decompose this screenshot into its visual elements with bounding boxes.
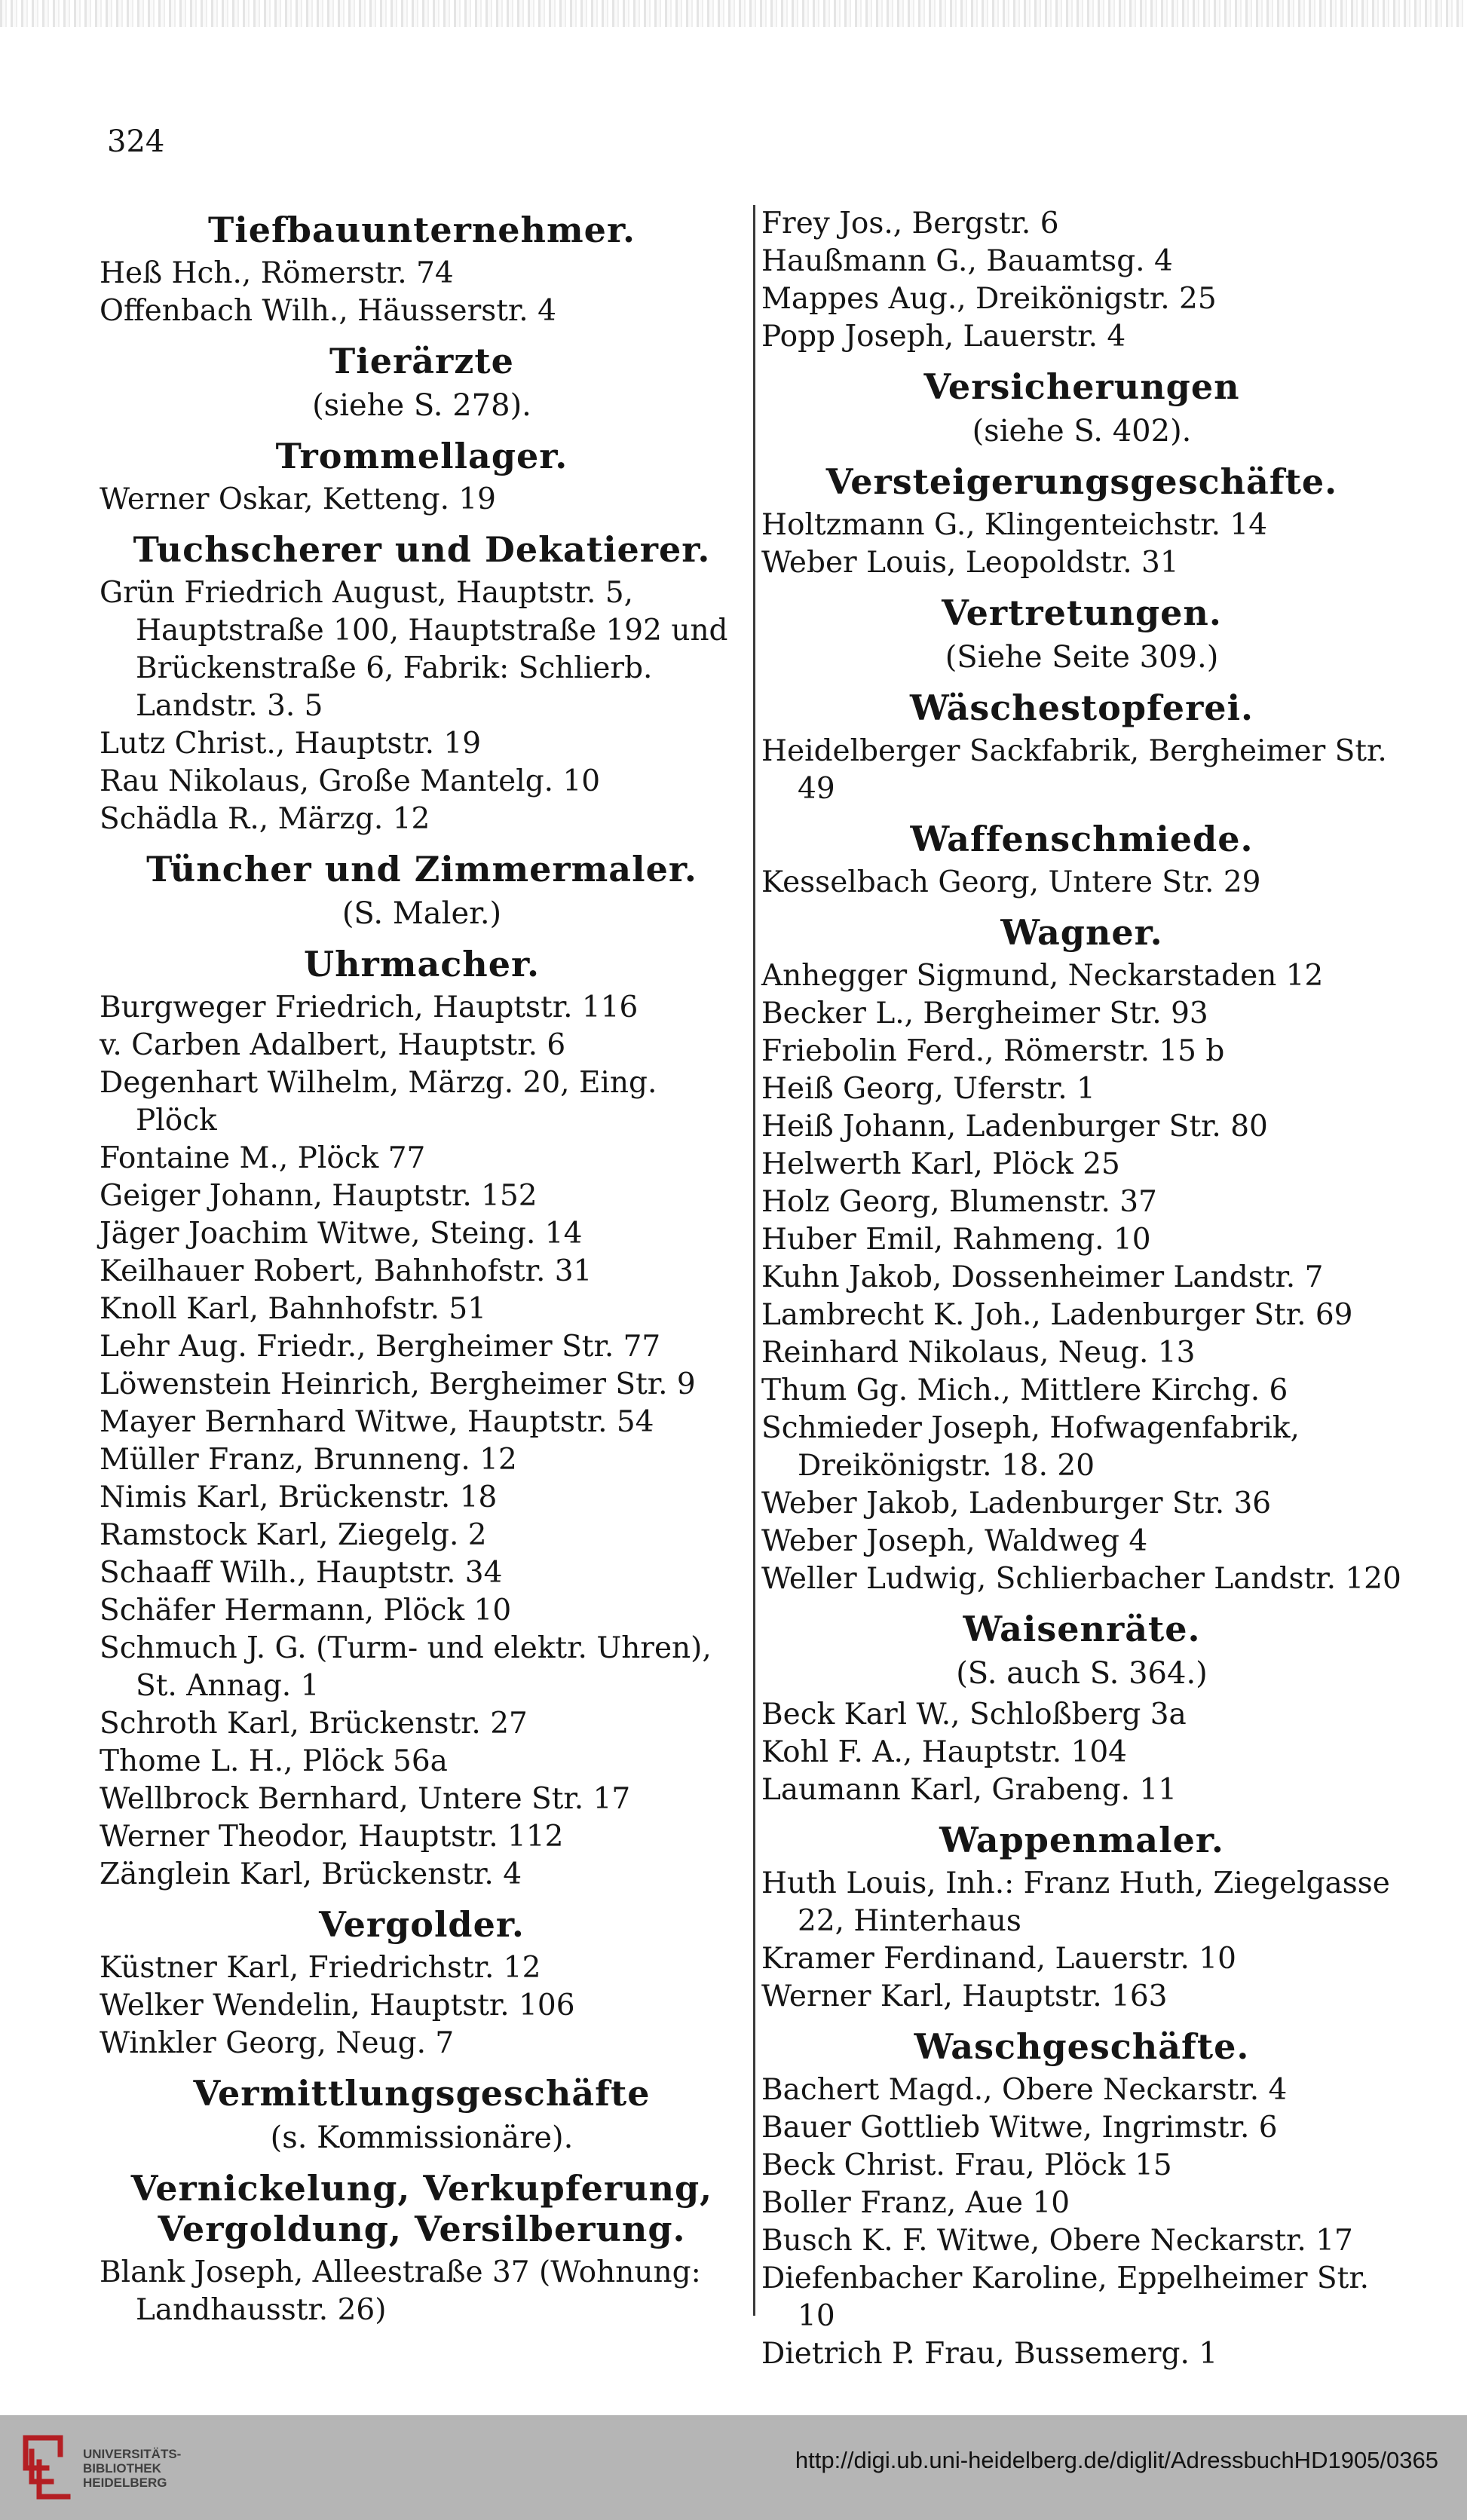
directory-entry: Huber Emil, Rahmeng. 10 <box>761 1223 1151 1257</box>
directory-entry: Zänglein Karl, Brückenstr. 4 <box>100 1857 522 1891</box>
directory-entry: Anhegger Sigmund, Neckarstaden 12 <box>761 959 1324 993</box>
directory-entry: Diefenbacher Karoline, Eppelheimer Str. 10 <box>761 2261 1370 2333</box>
section-heading: Vergolder. <box>319 1904 525 1945</box>
directory-entry: Kramer Ferdinand, Lauerstr. 10 <box>761 1942 1236 1976</box>
directory-entry: Bachert Magd., Obere Neckarstr. 4 <box>761 2073 1288 2107</box>
section-note: (siehe S. 278). <box>312 388 531 423</box>
directory-entry: Schäfer Hermann, Plöck 10 <box>100 1594 512 1627</box>
directory-section <box>100 436 744 519</box>
directory-section <box>761 1609 1402 1809</box>
section-heading: Tuchscherer und Dekatierer. <box>133 529 711 570</box>
directory-entry: Holtzmann G., Klingenteichstr. 14 <box>761 508 1268 542</box>
page-number: 324 <box>107 124 165 159</box>
directory-section <box>100 529 744 838</box>
section-note: (s. Kommissionäre). <box>270 2120 574 2155</box>
directory-entry: Holz Georg, Blumenstr. 37 <box>761 1185 1157 1219</box>
footer-bar <box>0 2415 1467 2520</box>
section-heading: Waschgeschäfte. <box>914 2026 1250 2067</box>
directory-entry: Degenhart Wilhelm, Märzg. 20, Eing. Plöck <box>100 1066 657 1138</box>
directory-entry: Keilhauer Robert, Bahnhofstr. 31 <box>100 1254 593 1288</box>
directory-entry: Blank Joseph, Alleestraße 37 (Wohnung: Landhausstr. 26) <box>100 2255 701 2327</box>
directory-entry: Lambrecht K. Joh., Ladenburger Str. 69 <box>761 1298 1353 1332</box>
directory-section <box>100 341 744 425</box>
directory-entry: Winkler Georg, Neug. 7 <box>100 2026 455 2060</box>
directory-section <box>100 849 744 933</box>
section-note: (siehe S. 402). <box>972 414 1192 449</box>
section-heading: Vermittlungsgeschäfte <box>193 2073 651 2114</box>
directory-entry: Lutz Christ., Hauptstr. 19 <box>100 727 482 761</box>
library-logo-text: UNIVERSITÄTS- BIBLIOTHEK HEIDELBERG <box>83 2447 182 2490</box>
section-heading: Wagner. <box>1000 912 1163 953</box>
directory-entry: Heß Hch., Römerstr. 74 <box>100 256 454 290</box>
directory-entry: Lehr Aug. Friedr., Bergheimer Str. 77 <box>100 1330 661 1364</box>
directory-entry: Müller Franz, Brunneng. 12 <box>100 1443 517 1477</box>
directory-entry: Schaaff Wilh., Hauptstr. 34 <box>100 1556 503 1590</box>
directory-entry: Popp Joseph, Lauerstr. 4 <box>761 320 1126 354</box>
directory-entry: Busch K. F. Witwe, Obere Neckarstr. 17 <box>761 2224 1353 2258</box>
directory-entry: Kuhn Jakob, Dossenheimer Landstr. 7 <box>761 1260 1324 1294</box>
directory-entry: Mayer Bernhard Witwe, Hauptstr. 54 <box>100 1405 654 1439</box>
source-url-link[interactable]: http://digi.ub.uni-heidelberg.de/diglit/AdressbuchHD1905/0365 <box>795 2447 1438 2473</box>
directory-entry: Mappes Aug., Dreikönigstr. 25 <box>761 282 1217 316</box>
directory-entry: Jäger Joachim Witwe, Steing. 14 <box>100 1217 583 1251</box>
section-heading: Waisenräte. <box>963 1609 1201 1649</box>
directory-entry: Werner Karl, Hauptstr. 163 <box>761 1980 1168 2013</box>
section-note: (Siehe Seite 309.) <box>945 640 1219 675</box>
directory-section <box>100 1904 744 2062</box>
directory-entry: Weller Ludwig, Schlierbacher Landstr. 120 <box>761 1562 1401 1596</box>
directory-entry: Schmuch J. G. (Turm- und elektr. Uhren), St. Annag. 1 <box>100 1631 712 1703</box>
directory-section <box>761 1820 1402 2016</box>
directory-entry: Werner Theodor, Hauptstr. 112 <box>100 1820 564 1854</box>
directory-section <box>761 461 1402 582</box>
directory-section <box>761 912 1402 1598</box>
directory-entry: Ramstock Karl, Ziegelg. 2 <box>100 1518 487 1552</box>
directory-entry: Fontaine M., Plöck 77 <box>100 1141 426 1175</box>
directory-section <box>761 366 1402 451</box>
directory-entry: Frey Jos., Bergstr. 6 <box>761 207 1059 240</box>
directory-entry: Bauer Gottlieb Witwe, Ingrimstr. 6 <box>761 2111 1278 2145</box>
directory-entry: Weber Jakob, Ladenburger Str. 36 <box>761 1487 1272 1520</box>
section-heading: Uhrmacher. <box>303 944 541 984</box>
column-divider <box>753 205 755 2316</box>
directory-entry: Heiß Johann, Ladenburger Str. 80 <box>761 1110 1268 1144</box>
directory-entry: Dietrich P. Frau, Bussemerg. 1 <box>761 2337 1218 2371</box>
directory-entry: Kesselbach Georg, Untere Str. 29 <box>761 865 1261 899</box>
directory-section <box>100 2168 744 2329</box>
directory-section <box>761 687 1402 808</box>
section-heading: Tiefbauunternehmer. <box>208 210 635 250</box>
section-note: (S. Maler.) <box>341 896 502 931</box>
section-heading: Tüncher und Zimmermaler. <box>146 849 697 890</box>
directory-entry: Beck Karl W., Schloßberg 3a <box>761 1698 1187 1732</box>
left-column <box>100 205 744 2340</box>
directory-entry: Reinhard Nikolaus, Neug. 13 <box>761 1336 1196 1370</box>
directory-entry: Beck Christ. Frau, Plöck 15 <box>761 2148 1172 2182</box>
directory-section <box>100 210 744 330</box>
section-heading: Wäschestopferei. <box>909 687 1254 728</box>
directory-entry: Weber Louis, Leopoldstr. 31 <box>761 546 1179 580</box>
directory-section <box>100 944 744 1894</box>
directory-entry: Schmieder Joseph, Hofwagenfabrik, Dreikönigstr. 18. 20 <box>761 1411 1300 1483</box>
section-heading: Versteigerungsgeschäfte. <box>825 461 1338 502</box>
section-heading: Tierärzte <box>329 341 514 381</box>
directory-entry: Heidelberger Sackfabrik, Bergheimer Str. 49 <box>761 734 1387 806</box>
directory-section <box>761 205 1402 356</box>
directory-entry: Knoll Karl, Bahnhofstr. 51 <box>100 1292 487 1326</box>
directory-entry: Huth Louis, Inh.: Franz Huth, Ziegelgasse 22, Hinterhaus <box>761 1866 1390 1938</box>
directory-entry: Helwerth Karl, Plöck 25 <box>761 1147 1120 1181</box>
library-logo-icon <box>15 2432 77 2504</box>
section-heading: Vertretungen. <box>942 592 1222 633</box>
section-heading: Wappenmaler. <box>939 1820 1224 1860</box>
directory-entry: Schädla R., Märzg. 12 <box>100 802 430 836</box>
section-heading: Vernickelung, Verkupferung, Vergoldung, Versilberung. <box>130 2168 713 2249</box>
directory-entry: Thome L. H., Plöck 56a <box>100 1744 448 1778</box>
scan-edge <box>0 0 1467 27</box>
directory-entry: Nimis Karl, Brückenstr. 18 <box>100 1480 498 1514</box>
directory-section <box>761 592 1402 677</box>
directory-entry: Heiß Georg, Uferstr. 1 <box>761 1072 1095 1106</box>
section-note: (S. auch S. 364.) <box>956 1656 1208 1691</box>
directory-entry: Küstner Karl, Friedrichstr. 12 <box>100 1951 541 1985</box>
section-heading: Trommellager. <box>275 436 568 476</box>
directory-entry: Becker L., Bergheimer Str. 93 <box>761 997 1208 1030</box>
directory-entry: Thum Gg. Mich., Mittlere Kirchg. 6 <box>761 1373 1288 1407</box>
directory-entry: Kohl F. A., Hauptstr. 104 <box>761 1735 1127 1769</box>
directory-entry: Löwenstein Heinrich, Bergheimer Str. 9 <box>100 1367 696 1401</box>
directory-entry: Grün Friedrich August, Hauptstr. 5, Hauptstraße 100, Hauptstraße 192 und Brückenstraße 6, Fabrik: Schlierb. Landstr. 3. 5 <box>100 576 728 723</box>
directory-section <box>761 2026 1402 2373</box>
directory-entry: Werner Oskar, Ketteng. 19 <box>100 482 496 516</box>
directory-entry: v. Carben Adalbert, Hauptstr. 6 <box>100 1028 566 1062</box>
section-heading: Waffenschmiede. <box>910 819 1254 859</box>
directory-entry: Friebolin Ferd., Römerstr. 15 b <box>761 1034 1225 1068</box>
directory-entry: Haußmann G., Bauamtsg. 4 <box>761 244 1173 278</box>
directory-entry: Boller Franz, Aue 10 <box>761 2186 1070 2220</box>
directory-entry: Offenbach Wilh., Häusserstr. 4 <box>100 294 556 328</box>
right-column <box>761 205 1402 2384</box>
directory-section <box>100 2073 744 2157</box>
directory-section <box>761 819 1402 902</box>
directory-entry: Weber Joseph, Waldweg 4 <box>761 1524 1148 1558</box>
section-heading: Versicherungen <box>923 366 1240 407</box>
directory-entry: Laumann Karl, Grabeng. 11 <box>761 1773 1178 1807</box>
directory-entry: Welker Wendelin, Hauptstr. 106 <box>100 1989 575 2022</box>
directory-entry: Schroth Karl, Brückenstr. 27 <box>100 1707 528 1741</box>
directory-entry: Burgweger Friedrich, Hauptstr. 116 <box>100 991 639 1024</box>
directory-entry: Wellbrock Bernhard, Untere Str. 17 <box>100 1782 631 1816</box>
directory-entry: Geiger Johann, Hauptstr. 152 <box>100 1179 537 1213</box>
directory-entry: Rau Nikolaus, Große Mantelg. 10 <box>100 764 601 798</box>
